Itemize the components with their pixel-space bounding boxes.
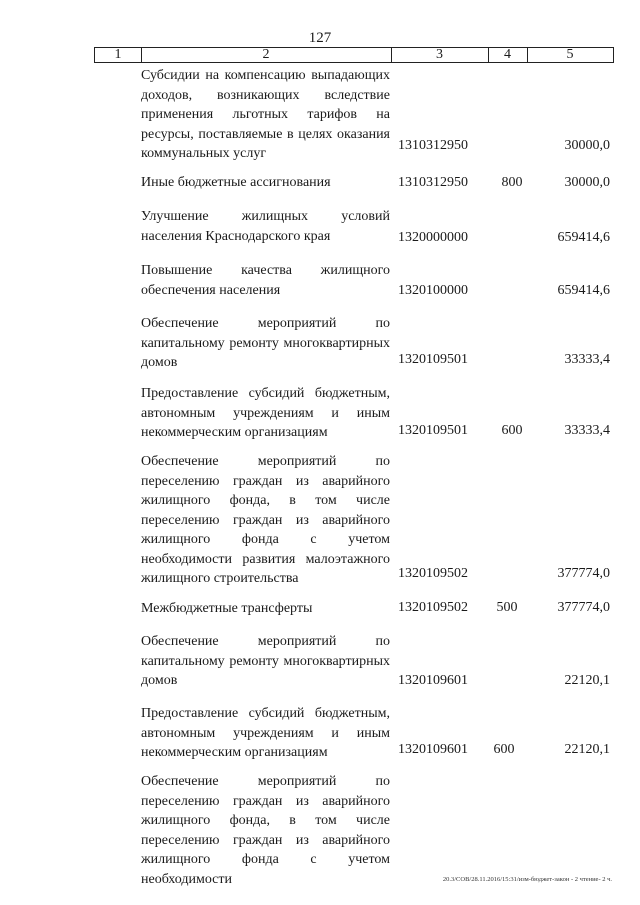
column-header-row xyxy=(94,47,614,63)
row-amount: 377774,0 xyxy=(557,600,610,615)
row-code: 1320000000 xyxy=(398,230,468,245)
row-amount: 30000,0 xyxy=(564,175,610,190)
row-description: Субсидии на компенсацию выпадающих доходов, возникающих вследствие применения льготных тарифов на ресурсы, поставляемые в целях оказания коммунальных услуг xyxy=(141,68,390,161)
document-footer: 20.3/СОВ/28.11.2016/15:31/изм-бюджет-закон - 2 чтение- 2 ч. xyxy=(442,876,612,883)
row-amount: 377774,0 xyxy=(557,566,610,581)
row-description: Предоставление субсидий бюджетным, автономным учреждениям и иным некоммерческим организациям xyxy=(141,706,390,760)
row-code: 1320109601 xyxy=(398,742,468,757)
row-expense-type: 500 xyxy=(496,600,518,615)
row-amount: 30000,0 xyxy=(564,138,610,153)
row-description: Межбюджетные трансферты xyxy=(141,601,313,616)
row-code: 1310312950 xyxy=(398,175,468,190)
row-amount: 33333,4 xyxy=(564,352,610,367)
row-expense-type: 800 xyxy=(501,175,523,190)
row-code: 1320109502 xyxy=(398,600,468,615)
column-header-2: 2 xyxy=(262,47,270,62)
row-code: 1320109501 xyxy=(398,423,468,438)
row-description: Повышение качества жилищного обеспечения населения xyxy=(141,263,390,298)
row-code: 1320109502 xyxy=(398,566,468,581)
row-expense-type: 600 xyxy=(493,742,515,757)
column-header-1: 1 xyxy=(114,47,122,62)
row-description: Предоставление субсидий бюджетным, автономным учреждениям и иным некоммерческим организациям xyxy=(141,386,390,440)
row-code: 1310312950 xyxy=(398,138,468,153)
row-expense-type: 600 xyxy=(501,423,523,438)
row-amount: 659414,6 xyxy=(557,230,610,245)
row-amount: 22120,1 xyxy=(564,673,610,688)
row-description: Обеспечение мероприятий по переселению граждан из аварийного жилищного фонда, в том числе переселению граждан из аварийного жилищного фонда с учетом необходимости xyxy=(141,774,390,887)
row-description: Обеспечение мероприятий по капитальному ремонту многоквартирных домов xyxy=(141,634,390,688)
row-amount: 33333,4 xyxy=(564,423,610,438)
column-header-3: 3 xyxy=(436,47,443,62)
row-description: Обеспечение мероприятий по капитальному ремонту многоквартирных домов xyxy=(141,316,390,370)
column-header-5: 5 xyxy=(566,47,574,62)
row-code: 1320100000 xyxy=(398,283,468,298)
row-amount: 22120,1 xyxy=(564,742,610,757)
row-description: Улучшение жилищных условий населения Краснодарского края xyxy=(141,209,390,244)
row-code: 1320109601 xyxy=(398,673,468,688)
row-description: Обеспечение мероприятий по переселению граждан из аварийного жилищного фонда, в том числе переселению граждан из аварийного жилищного фонда с учетом необходимости развития малоэтажного жилищного строительства xyxy=(141,454,390,586)
page-number: 127 xyxy=(308,30,332,46)
column-header-4: 4 xyxy=(504,47,511,62)
row-code: 1320109501 xyxy=(398,352,468,367)
row-amount: 659414,6 xyxy=(557,283,610,298)
row-description: Иные бюджетные ассигнования xyxy=(141,175,331,190)
